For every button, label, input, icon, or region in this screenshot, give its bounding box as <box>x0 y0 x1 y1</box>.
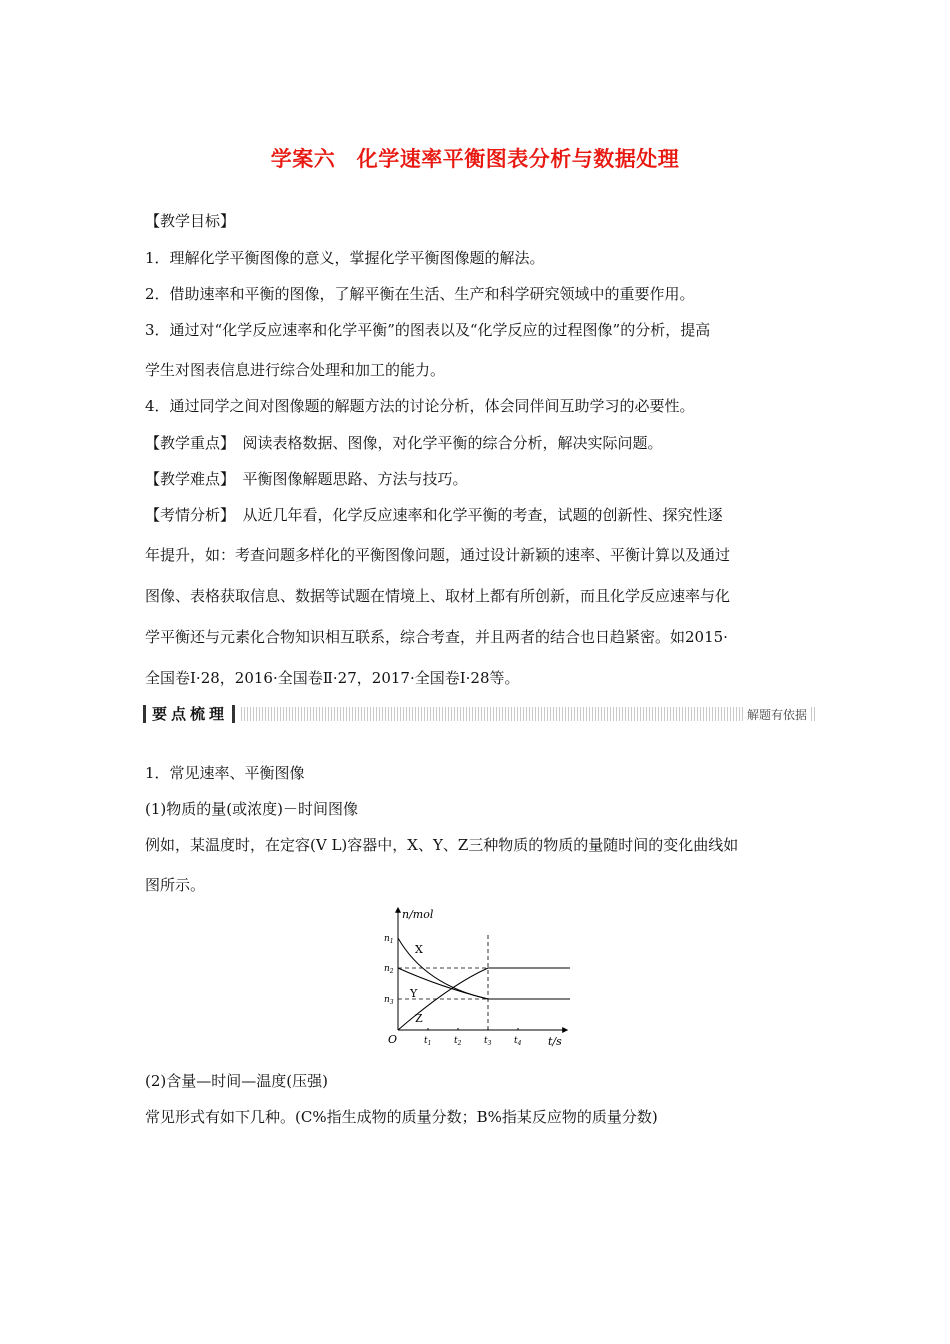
objective-3: 3．通过对“化学反应速率和化学平衡”的图表以及“化学反应的过程图像”的分析，提高 <box>145 321 711 339</box>
y-tick-n2: $n_2$ <box>384 964 394 975</box>
exam-analysis-5: 全国卷Ⅰ·28，2016·全国卷Ⅱ·27，2017·全国卷Ⅰ·28等。 <box>145 669 520 687</box>
origin-label: O <box>388 1033 398 1046</box>
body-line-2: (1)物质的量(或浓度)－时间图像 <box>145 800 358 818</box>
objective-3-cont: 学生对图表信息进行综合处理和加工的能力。 <box>145 361 446 379</box>
exam-analysis: 【考情分析】 从近几年看，化学反应速率和化学平衡的考查，试题的创新性、探究性逐 <box>145 506 723 524</box>
subsection-2-desc: 常见形式有如下几种。(C%指生成物的质量分数；B%指某反应物的质量分数) <box>145 1108 658 1126</box>
objective-2: 2．借助速率和平衡的图像，了解平衡在生活、生产和科学研究领域中的重要作用。 <box>145 285 695 303</box>
section-bar <box>143 703 815 725</box>
series-x-label: X <box>415 943 423 956</box>
series-y-label: Y <box>410 987 418 1000</box>
series-z-label: Z <box>415 1012 423 1025</box>
body-line-3: 例如，某温度时，在定容(V L)容器中，X、Y、Z三种物质的物质的量随时间的变化曲线如 <box>145 836 739 854</box>
subsection-2: (2)含量—时间—温度(压强) <box>145 1072 328 1090</box>
y-axis-label: n/mol <box>402 908 434 921</box>
exam-analysis-3: 图像、表格获取信息、数据等试题在情境上、取材上都有所创新，而且化学反应速率与化 <box>145 587 731 605</box>
body-line-4: 图所示。 <box>145 876 206 894</box>
x-tick-t4: $t_4$ <box>514 1036 522 1047</box>
exam-analysis-2: 年提升，如：考查问题多样化的平衡图像问题，通过设计新颖的速率、平衡计算以及通过 <box>145 546 731 564</box>
heading-objectives: 【教学目标】 <box>145 212 236 230</box>
difficulty: 【教学难点】 平衡图像解题思路、方法与技巧。 <box>145 470 468 488</box>
x-tick-t2: $t_2$ <box>454 1036 462 1047</box>
y-tick-n1: $n_1$ <box>384 934 394 945</box>
x-tick-t1: $t_1$ <box>424 1036 432 1047</box>
amount-time-chart <box>370 905 585 1050</box>
x-axis-label: t/s <box>548 1035 562 1048</box>
objective-1: 1．理解化学平衡图像的意义，掌握化学平衡图像题的解法。 <box>145 249 545 267</box>
objective-4: 4．通过同学之间对图像题的解题方法的讨论分析，体会同伴间互助学习的必要性。 <box>145 397 695 415</box>
body-line-1: 1．常见速率、平衡图像 <box>145 764 305 782</box>
page-title: 学案六 化学速率平衡图表分析与数据处理 <box>270 147 680 171</box>
x-tick-t3: $t_3$ <box>484 1036 492 1047</box>
key-point: 【教学重点】 阅读表格数据、图像，对化学平衡的综合分析，解决实际问题。 <box>145 434 663 452</box>
exam-analysis-4: 学平衡还与元素化合物知识相互联系，综合考查，并且两者的结合也日趋紧密。如2015· <box>145 628 728 646</box>
section-bar-pattern <box>241 707 815 721</box>
section-bar-label: 要点梳理 <box>143 705 235 723</box>
y-tick-n3: $n_3$ <box>384 995 394 1006</box>
section-bar-right: 解题有依据 <box>743 706 811 723</box>
